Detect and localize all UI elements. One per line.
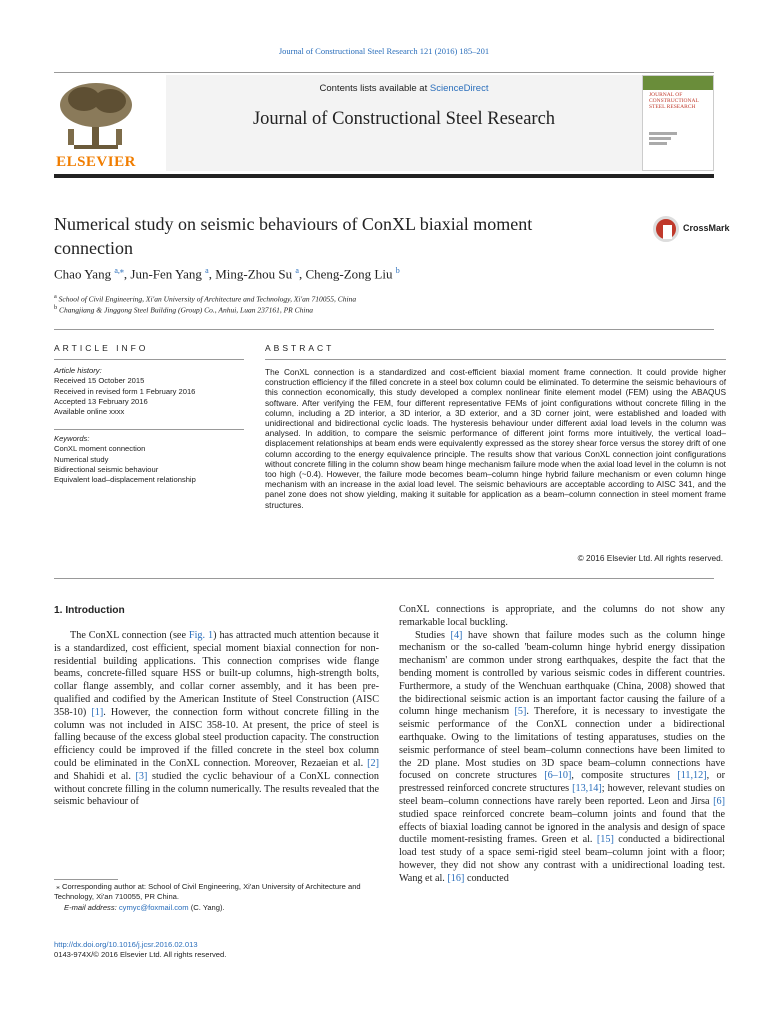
- article-info-rule: [54, 359, 244, 360]
- paragraph-text: , or prestressed reinforced concrete structures: [399, 770, 725, 795]
- paragraph-text: studied space reinforced concrete beam–column joints and found that the effects of biaxial loading cannot be ignored in the analysis and design of space ductile moment-resisting frames. Green et al.: [399, 808, 725, 846]
- keyword-item: ConXL moment connection: [54, 444, 146, 454]
- reference-link[interactable]: [11,12]: [677, 770, 707, 782]
- reference-link[interactable]: [4]: [450, 629, 463, 641]
- paragraph-text: have shown that failure modes such as the column hinge mechanism or the so-called 'beam-column hinge hybrid energy dissipation mechanism' are common under strong earthquakes, despite the fact that the bending moment is controlled by various seismic codes in different countries. Furthermore, a study of the Wenchuan earthquake (China, 2008) showed that the bidirectional seismic action is an important factor causing the failure of a column hinge mechanism: [399, 629, 725, 718]
- corresponding-author: [54, 882, 379, 903]
- paragraph-text: studied the cyclic behaviour of a ConXL connection without concrete filling in the column numerically. The results revealed that the seismic behaviour of: [54, 770, 379, 808]
- keyword-item: Bidirectional seismic behaviour: [54, 464, 159, 474]
- intro-paragraph-1-cont: ConXL connections is appropriate, and the columns do not show any remarkable local buckling.: [399, 604, 725, 628]
- reference-link[interactable]: [6–10]: [544, 770, 572, 782]
- affiliation-b: [54, 304, 313, 315]
- paragraph-text: The ConXL connection (see: [70, 630, 189, 641]
- keyword-item: Equivalent load–displacement relationship: [54, 475, 196, 485]
- paragraph-text: Studies: [415, 629, 451, 641]
- abstract-text: The ConXL connection is a standardized and cost-efficient biaxial moment frame connection. It could provide higher construction efficiency if the filled concrete in a steel box column could be eliminated. To determine the seismic behaviours of this connection economically, this study developed a complex nonlinear finite element model (FEM) using the ABAQUS software. After verifying the FEM, four different representative FEMs of joint configurations without concrete filling in the column, including a 2D interior, a 3D interior, a 3D exterior, and a 3D corner joint, were established and loaded with unidirectional and bidirectional cyclic loads. The hysteresis behaviour under different axial load levels in the column was analysed. In addition, to compare the seismic performance of different joint forms more intuitively, the vertical load–displacement relationships at beam ends were equivalently expressed as the storey shear force versus the storey drift of one column according to the energy equivalence principle. The results show that various ConXL connection joint configurations without concrete filling in the column show beam hinge mechanism failure mode when the axial load level in the column is not too high (~0.4). However, the failure mode becomes beam–column hinge hybrid failure mechanism or even column hinge mechanism with an increase in the axial load level. The seismic behaviours are acceptable according to AISC 341, and the panel zone does not show yielding, making it suitable for application as a beam–column connection in steel moment frame structures.: [265, 367, 726, 510]
- footnote-rule: [54, 879, 118, 880]
- history-item: Available online xxxx: [54, 407, 125, 417]
- reference-link[interactable]: Fig. 1: [188, 630, 214, 641]
- paragraph-text: , composite structures: [571, 770, 678, 782]
- keywords-rule: [54, 429, 244, 430]
- section-heading-introduction: 1. Introduction: [54, 605, 125, 616]
- reference-link[interactable]: [2]: [367, 757, 379, 769]
- article-history: [54, 366, 244, 417]
- cover-band: [643, 76, 713, 90]
- paragraph-text: . Therefore, it is necessary to investigate the seismic performance of the ConXL connection under a bidirectional earthquake. Owing to the limitations of testing apparatuses, studies on the seismic performance of steel beam–column connections have been limited to the 2D plane. Most studies on 3D space beam–column connections have focused on concrete structures: [399, 706, 725, 782]
- issn-line: 0143-974X/© 2016 Elsevier Ltd. All rights reserved.: [54, 950, 227, 960]
- author-name: , Ming-Zhou Su: [208, 266, 296, 282]
- paragraph-text: conducted: [464, 872, 509, 884]
- author-affiliation-marker[interactable]: b: [395, 266, 400, 275]
- cover-title: JOURNAL OF CONSTRUCTIONAL STEEL RESEARCH: [649, 92, 699, 110]
- corresponding-author-footnote: [54, 882, 379, 913]
- reference-link[interactable]: [16]: [447, 872, 465, 884]
- affiliation-b-text: Changjiang & Jinggong Steel Building (Group) Co., Anhui, Luan 237161, PR China: [59, 305, 313, 315]
- journal-masthead: [54, 72, 714, 177]
- body-right-column: [399, 604, 725, 886]
- keyword-item: Numerical study: [54, 454, 109, 464]
- affiliation-a-marker: a: [54, 293, 57, 300]
- paragraph-text: . However, the connection form without concrete filling in the column was not included in AISC 358-10. At present, the price of steel is falling because of the excess global steel production capacity. The construction efficiency could be improved if the filled concrete in the steel box column could be eliminated in the ConXL connection. Moreover, Rezaeian et al.: [54, 706, 379, 769]
- email-suffix: (C. Yang).: [188, 902, 225, 912]
- info-top-rule: [54, 329, 714, 330]
- contents-prefix: Contents lists available at: [319, 83, 430, 94]
- footnote-marker: ⁎: [56, 882, 60, 891]
- author-name: Chao Yang: [54, 266, 115, 282]
- abstract-heading: ABSTRACT: [265, 343, 335, 353]
- article-title: Numerical study on seismic behaviours of ConXL biaxial moment connection: [54, 214, 533, 258]
- reference-link[interactable]: [1]: [91, 706, 104, 718]
- intro-paragraph-1: [54, 630, 379, 809]
- author-affiliation-marker[interactable]: a: [205, 266, 209, 275]
- crossmark-button[interactable]: [653, 214, 733, 248]
- reference-link[interactable]: [5]: [514, 706, 527, 718]
- affiliation-a: [54, 293, 356, 304]
- masthead-band: [166, 75, 642, 171]
- email-link[interactable]: cymyc@foxmail.com: [118, 902, 189, 912]
- crossmark-label: CrossMark: [683, 223, 730, 233]
- corresponding-text: Corresponding author at: School of Civil Engineering, Xi'an University of Architecture and Technology, Xi'an 710055, PR China.: [54, 882, 361, 902]
- sciencedirect-link[interactable]: ScienceDirect: [429, 83, 489, 94]
- author-list: [54, 266, 400, 282]
- masthead-rule: [54, 174, 714, 178]
- history-item: Received in revised form 1 February 2016: [54, 386, 196, 396]
- author-name: , Cheng-Zong Liu: [298, 266, 396, 282]
- email-line: [54, 903, 379, 913]
- publisher-name: ELSEVIER: [56, 154, 136, 170]
- doi-block: [54, 940, 379, 961]
- article-info-heading: ARTICLE INFO: [54, 343, 149, 353]
- paragraph-text: ) has attracted much attention because it is a standardized, cost efficient, special moment biaxial connection for non-residential building applications. This connection comprises wide flange beams, concrete-filled square HSS or built-up columns, high-strength bolts, collar flange assembly, and collar corner assembly, and it has been pre-qualified and codified by the American Institute of Steel Construction (AISC 358-10): [54, 630, 380, 718]
- author-affiliation-marker[interactable]: a: [295, 266, 299, 275]
- paragraph-text: and Shahidi et al.: [54, 770, 136, 782]
- elsevier-tree-icon: [54, 79, 138, 153]
- doi-link[interactable]: http://dx.doi.org/10.1016/j.jcsr.2016.02.013: [54, 940, 198, 949]
- history-item: Received 15 October 2015: [54, 376, 145, 386]
- reference-link[interactable]: [13,14]: [572, 783, 602, 795]
- journal-citation[interactable]: Journal of Constructional Steel Research 121 (2016) 185–201: [278, 46, 490, 56]
- affiliation-a-text: School of Civil Engineering, Xi'an University of Architecture and Technology, Xi'an 710055, China: [58, 294, 357, 304]
- reference-link[interactable]: [3]: [135, 770, 148, 782]
- abstract-copyright: © 2016 Elsevier Ltd. All rights reserved.: [577, 553, 723, 563]
- body-left-column: [54, 630, 379, 809]
- history-label: Article history:: [54, 366, 102, 375]
- paragraph-text: ; however, relevant studies on steel beam–column connections have rarely been reported. Leon and Jirsa: [399, 783, 725, 807]
- author-affiliation-marker[interactable]: a,⁎: [114, 266, 124, 275]
- elsevier-logo: [54, 79, 154, 171]
- intro-paragraph-2: [399, 630, 725, 886]
- author-name: , Jun-Fen Yang: [123, 266, 206, 282]
- reference-link[interactable]: [6]: [713, 795, 725, 807]
- keywords-label: Keywords:: [54, 434, 90, 443]
- contents-line: [166, 83, 642, 94]
- email-label: E-mail address:: [64, 902, 119, 912]
- keywords: [54, 434, 244, 485]
- abstract-bottom-rule: [54, 578, 714, 579]
- reference-link[interactable]: [15]: [596, 834, 614, 846]
- journal-title: Journal of Constructional Steel Research: [252, 109, 556, 129]
- crossmark-icon: [653, 216, 679, 242]
- journal-cover-image: [642, 75, 714, 171]
- cover-lines: [649, 132, 677, 145]
- history-item: Accepted 13 February 2016: [54, 396, 148, 406]
- paragraph-text: conducted a bidirectional load test study of a space semi-rigid steel beam–column joint with a floor; however, they did not show any contrast with a unidirectional loading test. Wang et al.: [399, 834, 725, 884]
- affiliation-b-marker: b: [54, 304, 58, 311]
- abstract-rule: [265, 359, 726, 360]
